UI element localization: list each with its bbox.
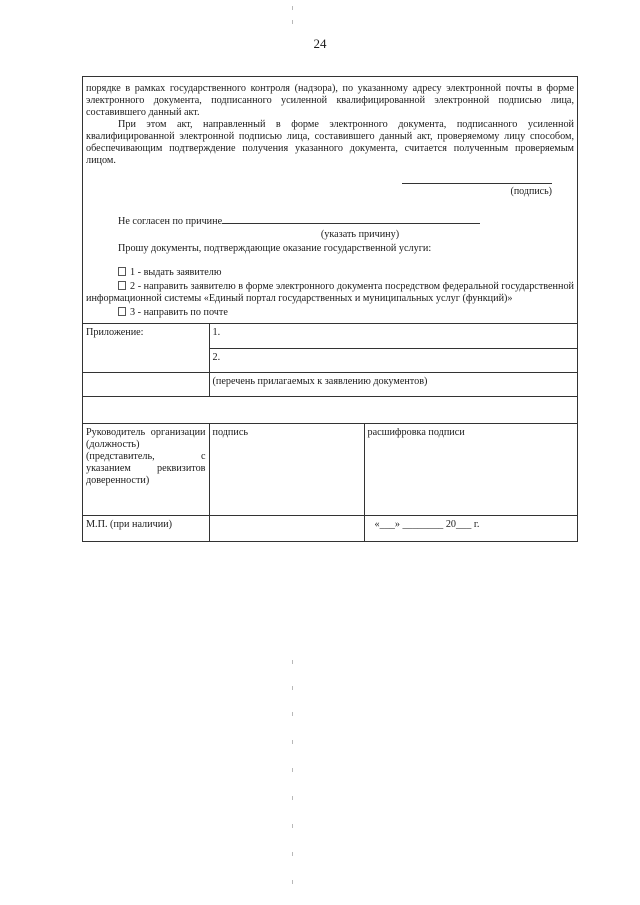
scan-mark <box>292 740 293 744</box>
table-row <box>83 397 577 424</box>
scan-mark <box>292 660 293 664</box>
option-2[interactable] <box>86 281 574 305</box>
table-row <box>83 373 577 397</box>
option-1-label: 1 - выдать заявителю <box>130 267 222 278</box>
scan-mark <box>292 768 293 772</box>
table-row <box>83 324 577 349</box>
scan-mark <box>292 852 293 856</box>
stamp-cell <box>209 516 364 542</box>
list-caption: (перечень прилагаемых к заявлению документов) <box>209 373 577 397</box>
signature-cell[interactable]: подпись <box>209 424 364 516</box>
table-row <box>83 516 577 542</box>
stamp-label: М.П. (при наличии) <box>83 516 209 542</box>
scan-mark <box>292 796 293 800</box>
spacer-row <box>83 397 577 424</box>
option-3[interactable] <box>86 307 574 319</box>
decode-cell[interactable]: расшифровка подписи <box>364 424 577 516</box>
option-1[interactable] <box>86 267 574 279</box>
paragraph-electronic-act: При этом акт, направленный в форме электронного документа, подписанного усиленной квалифицированной электронной подписью лица, составившего данный акт, проверяемому лицу способом, обеспечивающим подтверждение получения указанного документа, считается полученным проверяемым лицом. <box>86 119 574 166</box>
form-frame <box>82 76 578 542</box>
scan-mark <box>292 686 293 690</box>
checkbox-icon[interactable] <box>118 267 126 276</box>
head-label: Руководитель организации (должность) (представитель, с указанием реквизитов доверенности) <box>83 424 209 516</box>
signature-line[interactable] <box>402 183 552 184</box>
empty-cell <box>83 373 209 397</box>
request-text: Прошу документы, подтверждающие оказание государственной услуги: <box>118 243 432 254</box>
appendix-item-1[interactable]: 1. <box>209 324 577 349</box>
paragraph-delivery: порядке в рамках государственного контроля (надзора), по указанному адресу электронной почты в форме электронного документа, подписанного усиленной квалифицированной электронной подписью лица, составившего данный акт. <box>86 83 574 118</box>
option-3-label: 3 - направить по почте <box>130 307 228 318</box>
appendix-label: Приложение: <box>83 324 209 373</box>
checkbox-icon[interactable] <box>118 307 126 316</box>
disagree-label: Не согласен по причине <box>118 216 223 227</box>
scan-mark <box>292 824 293 828</box>
scan-mark <box>292 880 293 884</box>
disagree-row <box>86 214 574 228</box>
reason-line[interactable] <box>222 214 480 224</box>
scan-mark <box>292 20 293 24</box>
date-field[interactable]: «___» ________ 20___ г. <box>364 516 577 542</box>
reason-caption: (указать причину) <box>320 229 400 240</box>
form-text-block <box>83 77 577 323</box>
appendix-item-2[interactable]: 2. <box>209 349 577 373</box>
checkbox-icon[interactable] <box>118 281 126 290</box>
page-number: 24 <box>313 36 327 51</box>
option-2-label: 2 - направить заявителю в форме электронного документа посредством федеральной государственной информационной системы «Единый портал государственных и муниципальных услуг (функций)» <box>86 281 574 304</box>
form-table <box>83 323 577 542</box>
scan-mark <box>292 712 293 716</box>
scan-mark <box>292 6 293 10</box>
table-row <box>83 424 577 516</box>
signature-caption: (подпись) <box>510 186 552 197</box>
